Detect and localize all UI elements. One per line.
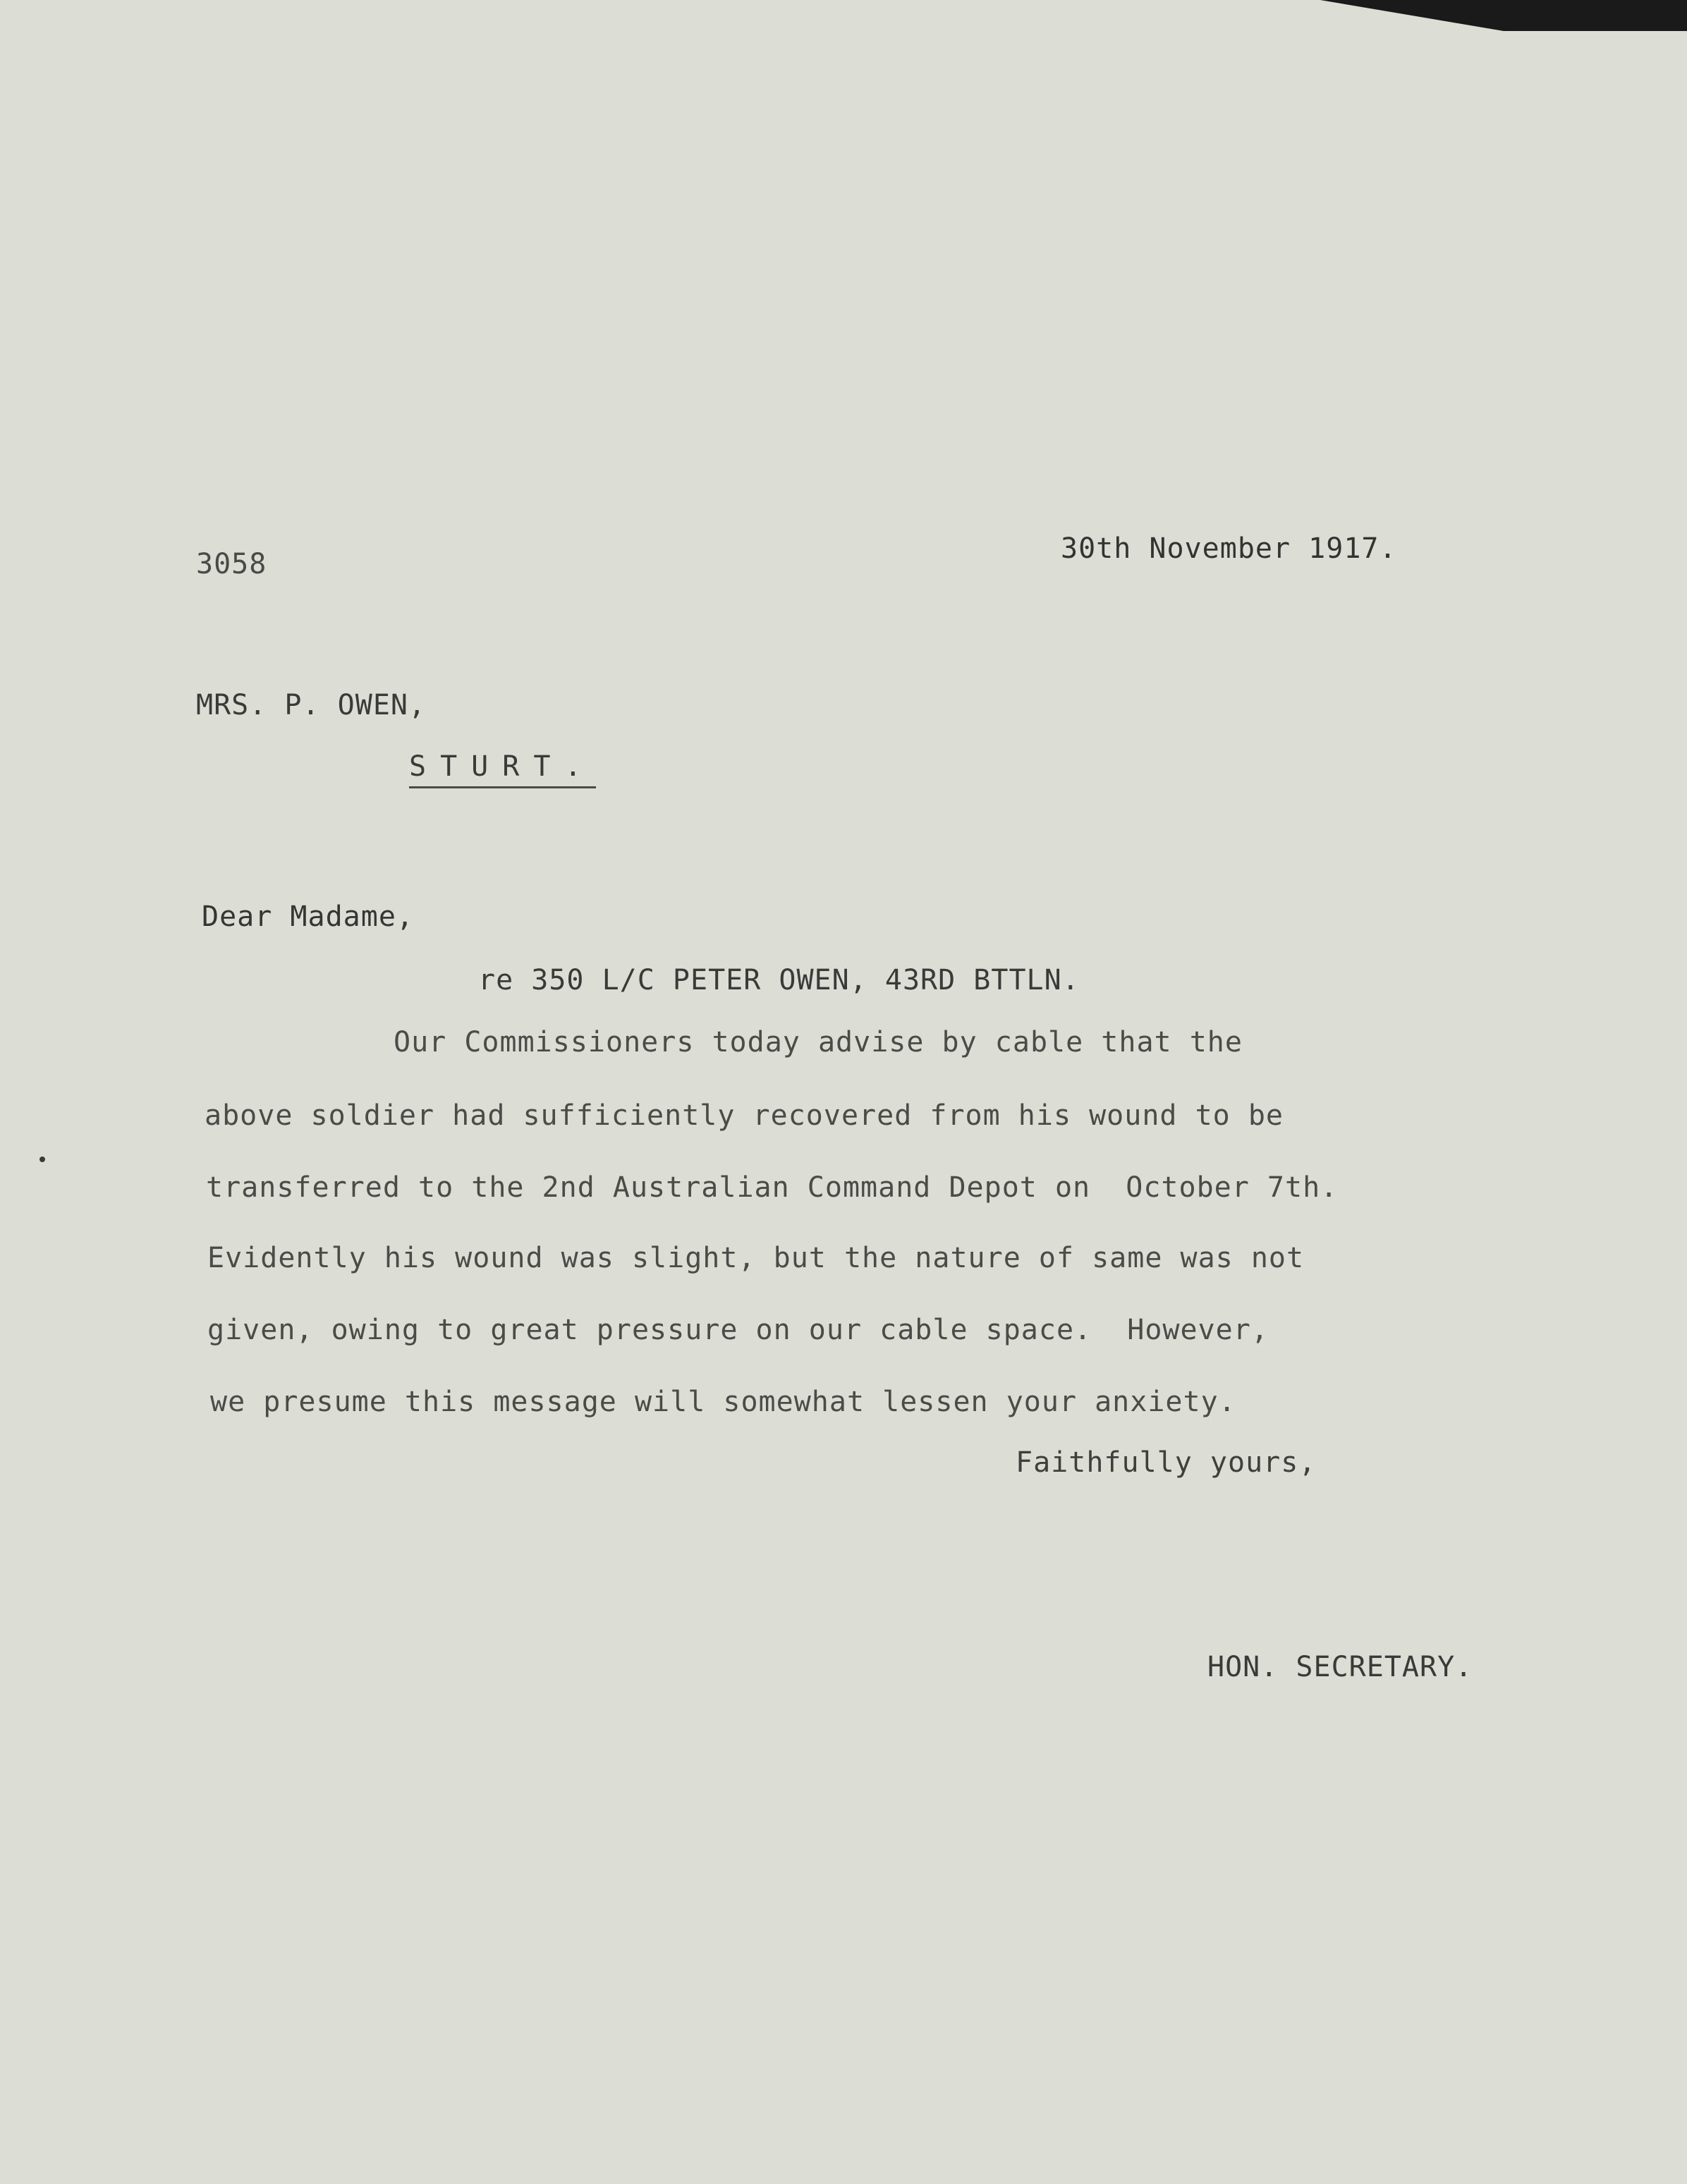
closing-phrase: Faithfully yours,	[1016, 1446, 1317, 1479]
body-line: given, owing to great pressure on our cable space. However,	[207, 1314, 1269, 1346]
subject-line: re 350 L/C PETER OWEN, 43RD BTTLN.	[478, 964, 1080, 996]
ink-speck	[39, 1157, 45, 1162]
addressee-name: MRS. P. OWEN,	[196, 689, 427, 721]
body-line: we presume this message will somewhat lessen your anxiety.	[210, 1386, 1236, 1418]
letter-date: 30th November 1917.	[1061, 532, 1397, 565]
body-line: transferred to the 2nd Australian Command Depot on October 7th.	[206, 1171, 1339, 1204]
signatory-title: HON. SECRETARY.	[1207, 1651, 1473, 1683]
salutation: Dear Madame,	[202, 901, 414, 933]
body-line: Our Commissioners today advise by cable that the	[394, 1026, 1243, 1059]
addressee-town: STURT.	[409, 752, 596, 788]
body-line: Evidently his wound was slight, but the nature of same was not	[207, 1242, 1305, 1274]
body-line: above soldier had sufficiently recovered from his wound to be	[205, 1099, 1284, 1132]
reference-number: 3058	[196, 548, 267, 580]
page-corner-shadow	[1320, 0, 1687, 31]
